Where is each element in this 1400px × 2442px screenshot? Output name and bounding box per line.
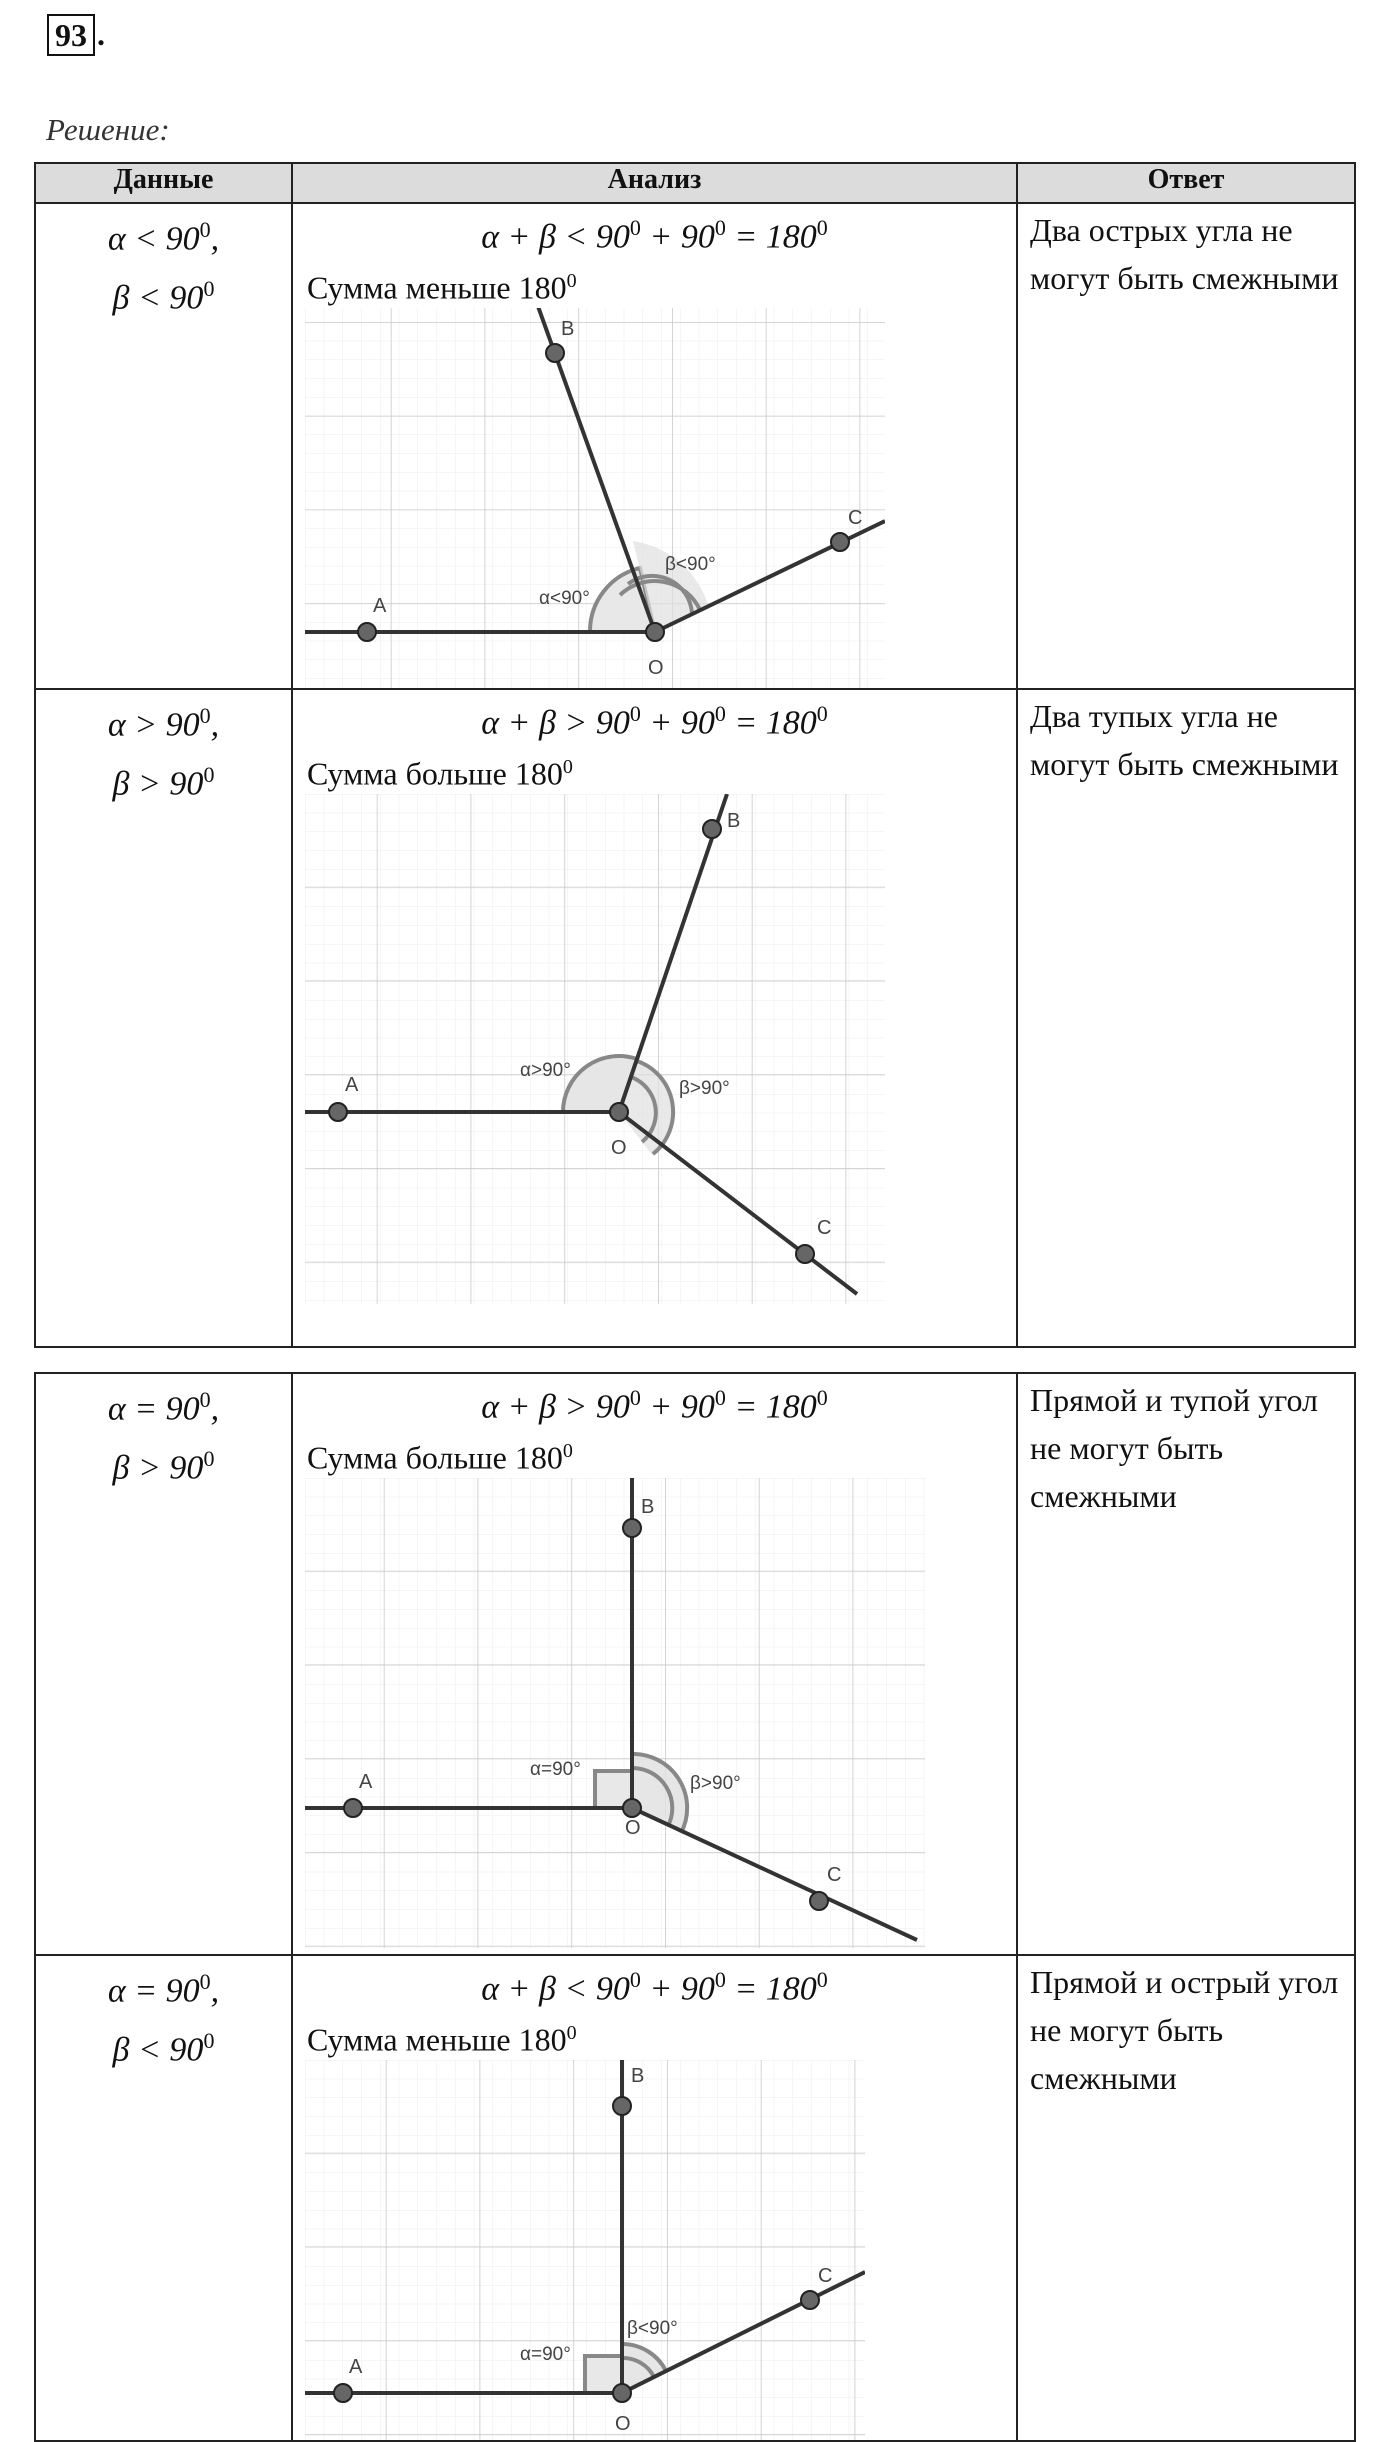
answer-text: Прямой и острый угол не могут быть смежными — [1030, 1964, 1339, 2096]
table-row — [35, 1955, 1355, 2441]
label-a: A — [345, 1073, 359, 1096]
sum-formula: $\alpha + \beta > 90^0 + 90^0 = 180^0$ — [481, 1385, 828, 1426]
sum-comparison: Сумма больше $180^0$ — [307, 1439, 573, 1476]
given-beta: $\beta < 90^0$ — [112, 276, 215, 317]
label-b: B — [631, 2064, 645, 2087]
point-b — [613, 2097, 631, 2115]
label-beta: β<90° — [627, 2317, 678, 2339]
analysis-cell — [292, 689, 1017, 1347]
given-cell — [35, 689, 292, 1347]
label-beta: β>90° — [690, 1772, 741, 1794]
given-cell — [35, 1955, 292, 2441]
label-o: O — [625, 1816, 641, 1839]
label-o: O — [648, 656, 664, 679]
point-b — [703, 820, 721, 838]
point-c — [810, 1892, 828, 1910]
header-answer: Ответ — [1017, 163, 1355, 203]
analysis-cell — [292, 1955, 1017, 2441]
angle-figure — [305, 1478, 925, 1948]
answer-text: Прямой и тупой угол не могут быть смежными — [1030, 1382, 1319, 1514]
label-c: C — [817, 1216, 832, 1239]
given-alpha: $\alpha < 90^0$, — [107, 217, 220, 258]
problem-number: 93 — [47, 14, 95, 56]
solution-table-1 — [34, 162, 1356, 1348]
table-row — [35, 1373, 1355, 1955]
sum-formula: $\alpha + \beta < 90^0 + 90^0 = 180^0$ — [481, 215, 828, 256]
point-o — [646, 623, 664, 641]
sum-formula: $\alpha + \beta > 90^0 + 90^0 = 180^0$ — [481, 700, 828, 742]
table-row — [35, 203, 1355, 689]
sum-comparison: Сумма меньше $180^0$ — [307, 2021, 577, 2058]
point-c — [801, 2291, 819, 2309]
point-a — [329, 1103, 347, 1121]
given-cell — [35, 1373, 292, 1955]
label-c: C — [827, 1863, 842, 1886]
point-o — [610, 1103, 628, 1121]
point-a — [344, 1799, 362, 1817]
answer-cell — [1017, 1955, 1355, 2441]
answer-cell — [1017, 689, 1355, 1347]
solution-label: Решение: — [46, 112, 170, 147]
point-c — [796, 1245, 814, 1263]
label-alpha: α<90° — [539, 587, 590, 609]
angle-figure — [305, 308, 885, 688]
point-c — [831, 533, 849, 551]
label-a: A — [373, 594, 387, 617]
answer-text: Два острых угла не могут быть смежными — [1030, 212, 1339, 296]
given-alpha: $\alpha = 90^0$, — [107, 1387, 220, 1428]
analysis-cell — [292, 203, 1017, 689]
header-analysis: Анализ — [292, 163, 1017, 203]
label-beta: β>90° — [679, 1077, 730, 1099]
problem-number-dot: . — [97, 16, 105, 52]
point-a — [334, 2384, 352, 2402]
angle-figure — [305, 794, 885, 1304]
sum-comparison: Сумма больше $180^0$ — [307, 755, 573, 792]
point-b — [546, 344, 564, 362]
given-cell — [35, 203, 292, 689]
label-alpha: α=90° — [520, 2343, 571, 2365]
point-b — [623, 1519, 641, 1537]
sum-formula: $\alpha + \beta < 90^0 + 90^0 = 180^0$ — [481, 1967, 828, 2008]
answer-text: Два тупых угла не могут быть смежными — [1030, 697, 1339, 782]
point-o — [613, 2384, 631, 2402]
given-alpha: $\alpha > 90^0$, — [107, 702, 220, 744]
label-a: A — [359, 1770, 373, 1793]
label-b: B — [641, 1495, 655, 1518]
answer-cell — [1017, 1373, 1355, 1955]
given-beta: $\beta < 90^0$ — [112, 2028, 215, 2069]
given-beta: $\beta > 90^0$ — [112, 762, 215, 803]
solution-table-2 — [34, 1372, 1356, 2442]
label-beta: β<90° — [665, 553, 716, 575]
analysis-cell — [292, 1373, 1017, 1955]
point-o — [623, 1799, 641, 1817]
label-alpha: α>90° — [520, 1059, 571, 1081]
table-header-row — [35, 163, 1355, 203]
label-b: B — [561, 317, 575, 340]
header-given: Данные — [35, 163, 292, 203]
label-b: B — [727, 809, 741, 832]
given-beta: $\beta > 90^0$ — [112, 1446, 215, 1487]
label-o: O — [615, 2412, 631, 2435]
sum-comparison: Сумма меньше $180^0$ — [307, 269, 577, 306]
point-a — [358, 623, 376, 641]
label-o: O — [611, 1136, 627, 1159]
angle-figure — [305, 2060, 865, 2440]
label-alpha: α=90° — [530, 1758, 581, 1780]
label-c: C — [818, 2264, 833, 2287]
label-c: C — [848, 506, 863, 529]
given-alpha: $\alpha = 90^0$, — [107, 1969, 220, 2010]
label-a: A — [349, 2355, 363, 2378]
table-row — [35, 689, 1355, 1347]
answer-cell — [1017, 203, 1355, 689]
